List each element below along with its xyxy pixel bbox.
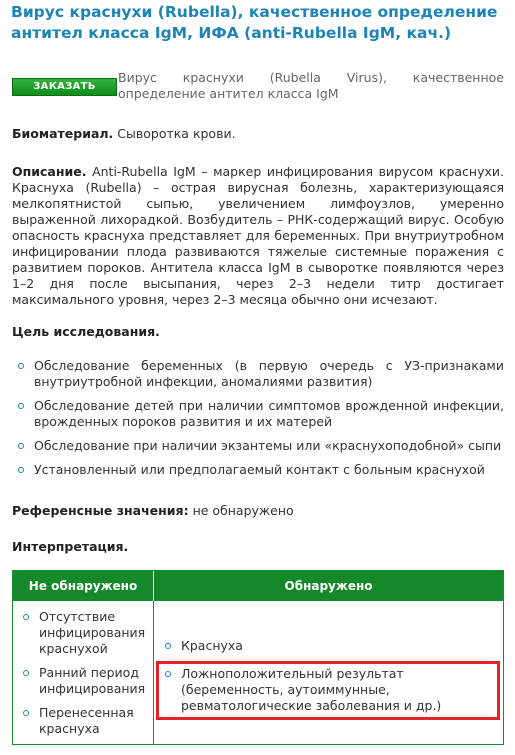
biomaterial-value: Сыворотка крови. (117, 126, 236, 141)
bullet-icon (18, 467, 24, 473)
column-header-not-found: Не обнаружено (13, 571, 153, 601)
list-item: Краснуха (159, 638, 497, 654)
bullet-icon (18, 363, 24, 369)
description (12, 164, 504, 308)
column-divider (153, 601, 154, 745)
reference-value: не обнаружено (192, 503, 294, 518)
bullet-icon (18, 443, 24, 449)
interpretation-table (12, 570, 504, 745)
list-item: Обследование детей при наличии симптомов врожденной инфекции, врожденных пороков развития и их матерей (12, 398, 504, 430)
bullet-icon (23, 670, 29, 676)
bullet-icon (23, 614, 29, 620)
not-found-list (17, 609, 149, 745)
list-item: Отсутствие инфицирования краснухой (17, 609, 149, 657)
order-description: Вирус краснухи (Rubella Virus), качественное определение антител класса IgM (118, 70, 504, 101)
found-list (159, 638, 497, 727)
bullet-icon (18, 403, 24, 409)
list-item: Установленный или предполагаемый контакт с больным краснухой (12, 462, 504, 478)
list-item: Обследование при наличии экзантемы или «краснухоподобной» сыпи (12, 438, 504, 454)
list-item: Ранний период инфицирования (17, 665, 149, 697)
description-text: Anti-Rubella IgM – маркер инфицирования вирусом краснухи. Краснуха (Rubella) – острая вирусная болезнь, характеризующаяся мелкопятнистой сыпью, увеличением лимфоузлов, умеренно выраженной лихорадкой. Возбудитель – РНК-содержащий вирус. Особую опасность краснуха представляет для беременных. При внутриутробном инфицировании плода развиваются тяжелые системные поражения с развитием пороков. Антитела класса IgM в сыворотке появляются через 1–2 дня после высыпания, через 2–3 недели титр достигает максимального уровня, через 2–3 месяца обычно они исчезают. (12, 164, 504, 307)
description-label: Описание. (12, 164, 87, 179)
list-item: Перенесенная краснуха (17, 705, 149, 737)
interpretation-heading: Интерпретация. (12, 539, 129, 554)
reference-values (12, 503, 504, 519)
list-item: Обследование беременных (в первую очередь с УЗ-признаками внутриутробной инфекции, аномалиями развития) (12, 358, 504, 390)
purpose-list (12, 358, 504, 486)
column-header-found: Обнаружено (154, 571, 503, 601)
bullet-icon (165, 643, 171, 649)
bullet-icon (23, 710, 29, 716)
order-button[interactable]: ЗАКАЗАТЬ (12, 78, 117, 96)
purpose-heading: Цель исследования. (12, 324, 160, 339)
biomaterial (12, 126, 504, 142)
page-title: Вирус краснухи (Rubella), качественное определение антител класса IgM, ИФА (anti-Rubella IgM, кач.) (11, 3, 498, 42)
biomaterial-label: Биоматериал. (12, 126, 114, 141)
reference-label: Референсные значения: (12, 503, 189, 518)
highlighted-list-item: Ложноположительный результат (беременность, аутоиммунные, ревматологические заболевания и др.) (159, 664, 497, 717)
bullet-icon (165, 671, 171, 677)
